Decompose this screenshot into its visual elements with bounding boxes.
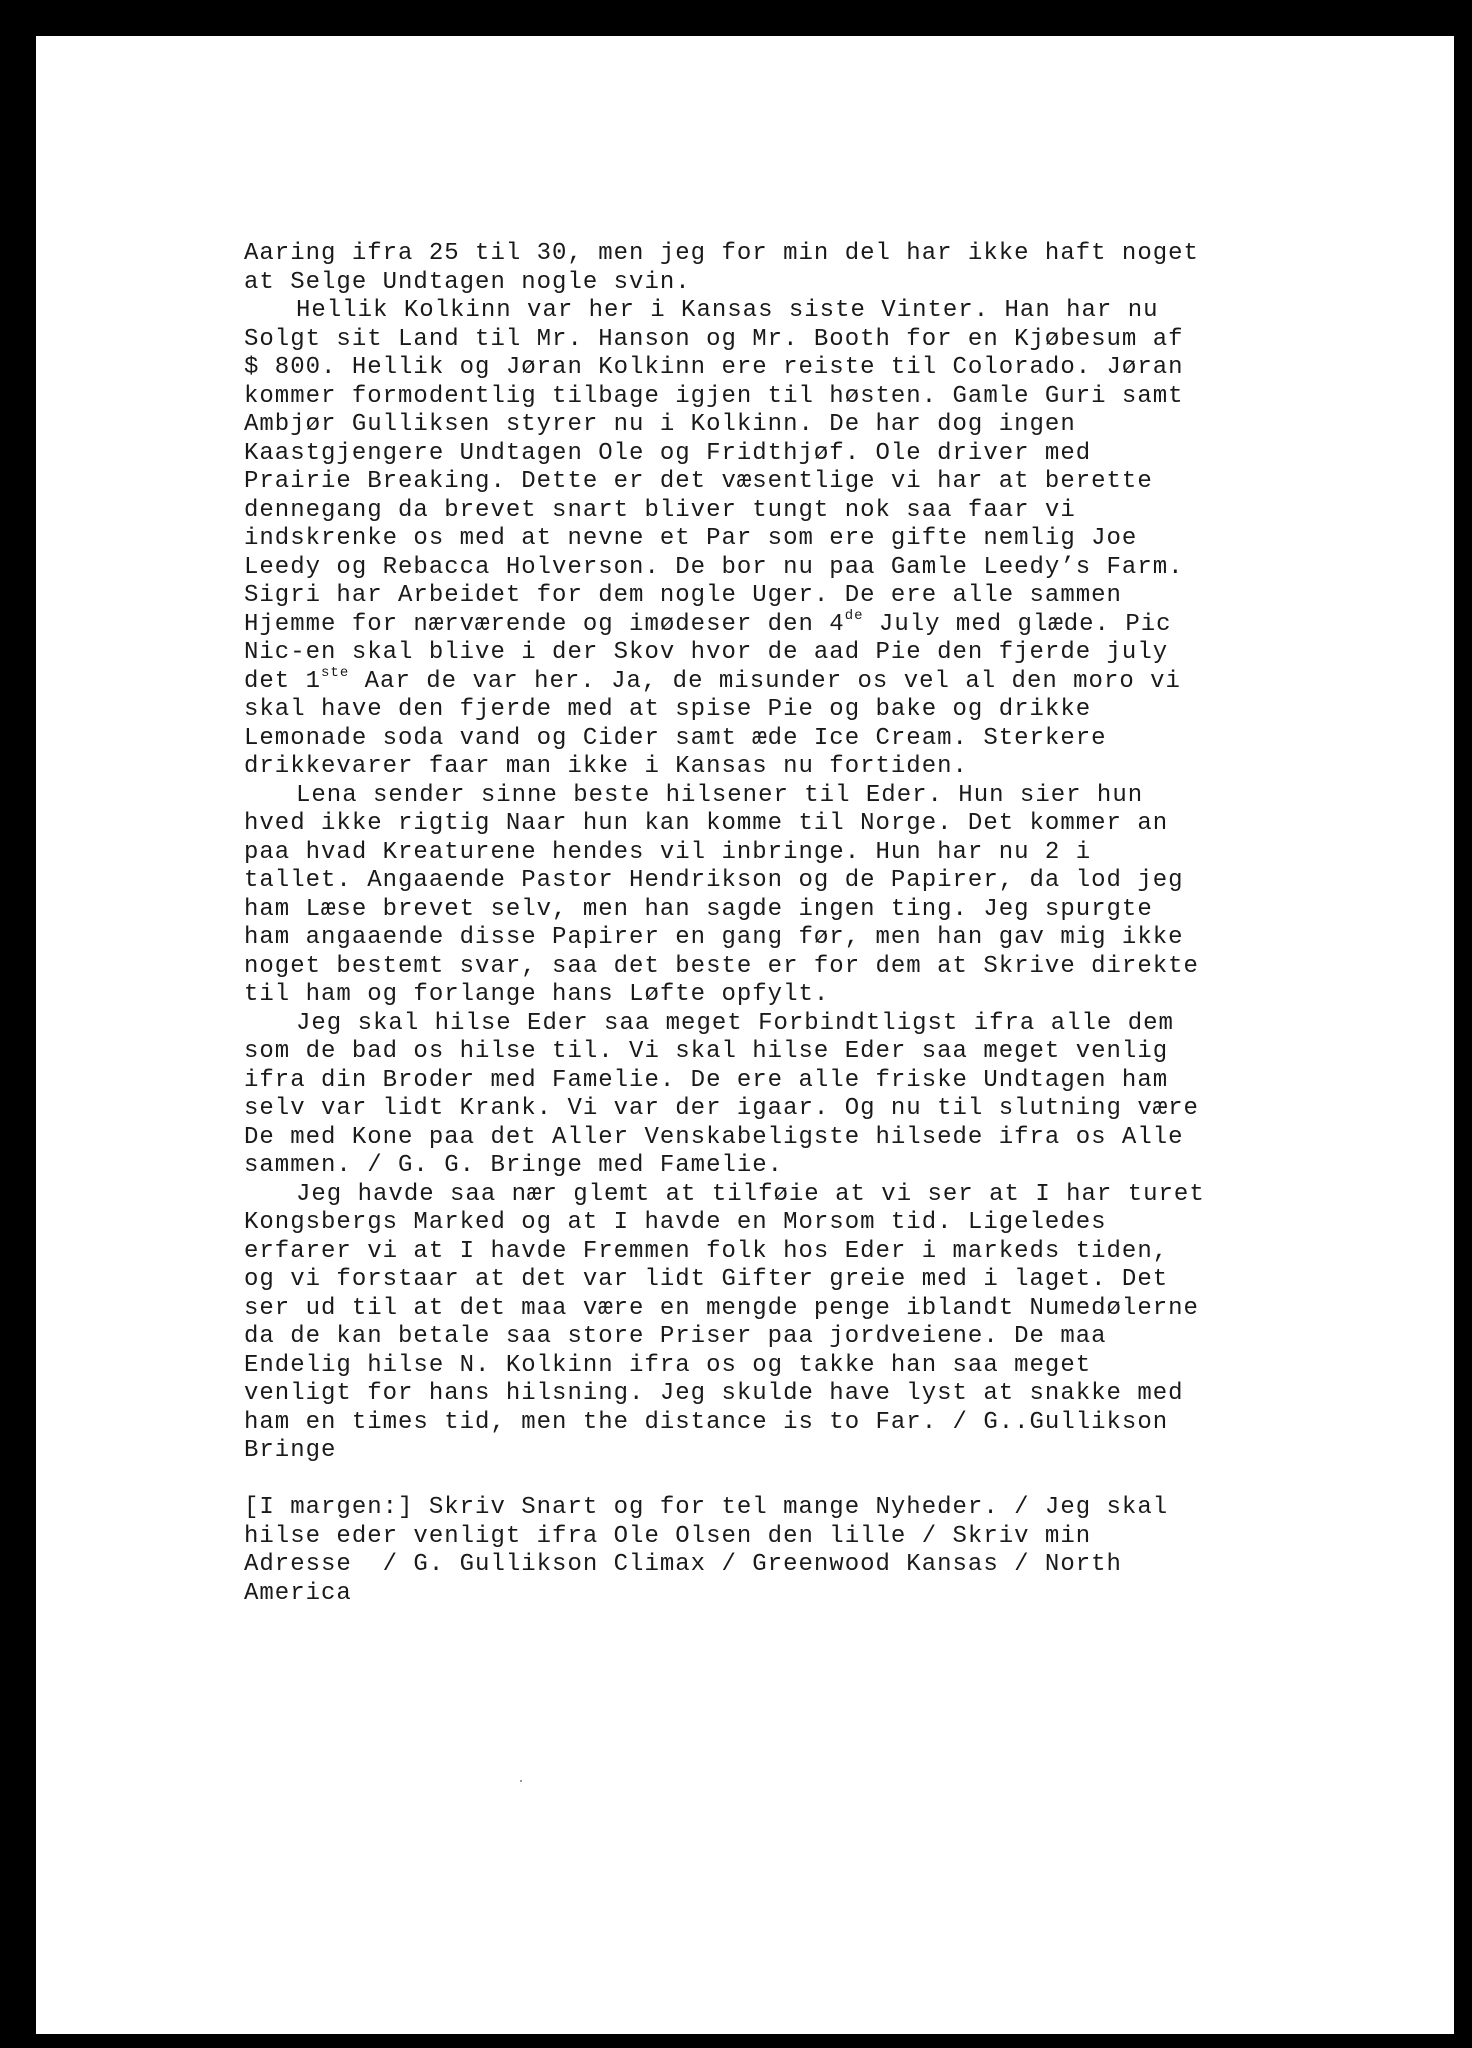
text-line: Hellik Kolkinn var her i Kansas siste Vinter. Han har nu — [296, 297, 1159, 324]
text-line: og vi forstaar at det var lidt Gifter greie med i laget. Det — [244, 1266, 1169, 1293]
text-line: Lena sender sinne beste hilsener til Eder. Hun sier hun — [296, 781, 1144, 809]
margin-note-line: America — [244, 1579, 352, 1607]
text-line: Solgt sit Land til Mr. Hanson og Mr. Booth for en Kjøbesum af — [244, 325, 1184, 353]
text-line: paa hvad Kreaturene hendes vil inbringe. Hun har nu 2 i — [244, 838, 1092, 866]
text-line: ham Læse brevet selv, men han sagde ingen ting. Jeg spurgte — [244, 895, 1153, 923]
margin-note-line: [I margen:] Skriv Snart og for tel mange Nyheder. / Jeg skal — [244, 1494, 1169, 1521]
text-line: Kaastgjengere Undtagen Ole og Fridthjøf. Ole driver med — [244, 439, 1092, 467]
text-line: dennegang da brevet snart bliver tungt nok saa faar vi — [244, 496, 1076, 524]
text-segment: July med glæde. Pic — [863, 610, 1172, 638]
text-line: drikkevarer faar man ikke i Kansas nu fortiden. — [244, 753, 968, 780]
text-line: Leedy og Rebacca Holverson. De bor nu paa Gamle Leedy’s Farm. — [244, 553, 1184, 581]
text-line: sammen. / G. G. Bringe med Famelie. — [244, 1152, 784, 1179]
text-line: De med Kone paa det Aller Venskabeligste hilsede ifra os Alle — [244, 1123, 1184, 1151]
scan-speck — [520, 1780, 522, 1782]
superscript: ste — [321, 664, 350, 681]
text-line: Sigri har Arbeidet for dem nogle Uger. De ere alle sammen — [244, 582, 1122, 609]
text-line: til ham og forlange hans Løfte opfylt. — [244, 981, 830, 1008]
text-line: Bringe — [244, 1437, 337, 1464]
text-line: Prairie Breaking. Dette er det væsentlige vi har at berette — [244, 468, 1153, 495]
letter-transcription — [244, 240, 1354, 1608]
margin-note-line: Adresse / G. Gullikson Climax / Greenwood Kansas / North — [244, 1551, 1122, 1578]
text-segment: Hjemme for nærværende og imødeser den 4 — [244, 610, 845, 638]
text-segment: Aar de var her. Ja, de misunder os vel al den moro vi — [349, 667, 1181, 695]
document-page — [36, 36, 1454, 2034]
text-line: erfarer vi at I havde Fremmen folk hos Eder i markeds tiden, — [244, 1237, 1169, 1265]
text-line: Lemonade soda vand og Cider samt æde Ice Cream. Sterkere — [244, 724, 1107, 752]
margin-note-line: hilse eder venligt ifra Ole Olsen den lille / Skriv min — [244, 1522, 1092, 1550]
text-line: ifra din Broder med Famelie. De ere alle friske Undtagen ham — [244, 1066, 1169, 1094]
text-line — [244, 607, 1354, 640]
text-line: noget bestemt svar, saa det beste er for dem at Skrive direkte — [244, 952, 1199, 980]
text-line: ham en times tid, men the distance is to Far. / G..Gullikson — [244, 1408, 1169, 1436]
text-line — [244, 664, 1354, 697]
text-line: selv var lidt Krank. Vi var der igaar. Og nu til slutning være — [244, 1095, 1199, 1122]
text-line: skal have den fjerde med at spise Pie og bake og drikke — [244, 696, 1092, 723]
text-line: kommer formodentlig tilbage igjen til høsten. Gamle Guri samt — [244, 382, 1184, 410]
text-line: Aaring ifra 25 til 30, men jeg for min del har ikke haft noget — [244, 240, 1199, 267]
text-line: som de bad os hilse til. Vi skal hilse Eder saa meget venlig — [244, 1038, 1169, 1065]
text-line: da de kan betale saa store Priser paa jordveiene. De maa — [244, 1323, 1107, 1350]
text-line: Jeg havde saa nær glemt at tilføie at vi ser at I har turet — [296, 1180, 1205, 1208]
text-line: venligt for hans hilsning. Jeg skulde have lyst at snakke med — [244, 1380, 1184, 1407]
text-line: Kongsbergs Marked og at I havde en Morsom tid. Ligeledes — [244, 1209, 1107, 1236]
text-line: Endelig hilse N. Kolkinn ifra os og takke han saa meget — [244, 1351, 1092, 1379]
text-line: Nic-en skal blive i der Skov hvor de aad Pie den fjerde july — [244, 639, 1169, 666]
text-line: ham angaaende disse Papirer en gang før, men han gav mig ikke — [244, 924, 1184, 951]
paragraph-gap — [244, 1466, 1354, 1495]
text-line: Jeg skal hilse Eder saa meget Forbindtligst ifra alle dem — [296, 1009, 1174, 1037]
text-line: hved ikke rigtig Naar hun kan komme til Norge. Det kommer an — [244, 810, 1169, 837]
text-line: $ 800. Hellik og Jøran Kolkinn ere reiste til Colorado. Jøran — [244, 354, 1184, 381]
text-line: tallet. Angaaende Pastor Hendrikson og de Papirer, da lod jeg — [244, 867, 1184, 894]
text-segment: det 1 — [244, 667, 322, 695]
superscript: de — [844, 607, 864, 624]
text-line: at Selge Undtagen nogle svin. — [244, 268, 691, 296]
text-line: ser ud til at det maa være en mengde penge iblandt Numedølerne — [244, 1294, 1199, 1322]
text-line: indskrenke os med at nevne et Par som ere gifte nemlig Joe — [244, 525, 1138, 552]
text-line: Ambjør Gulliksen styrer nu i Kolkinn. De har dog ingen — [244, 411, 1076, 438]
